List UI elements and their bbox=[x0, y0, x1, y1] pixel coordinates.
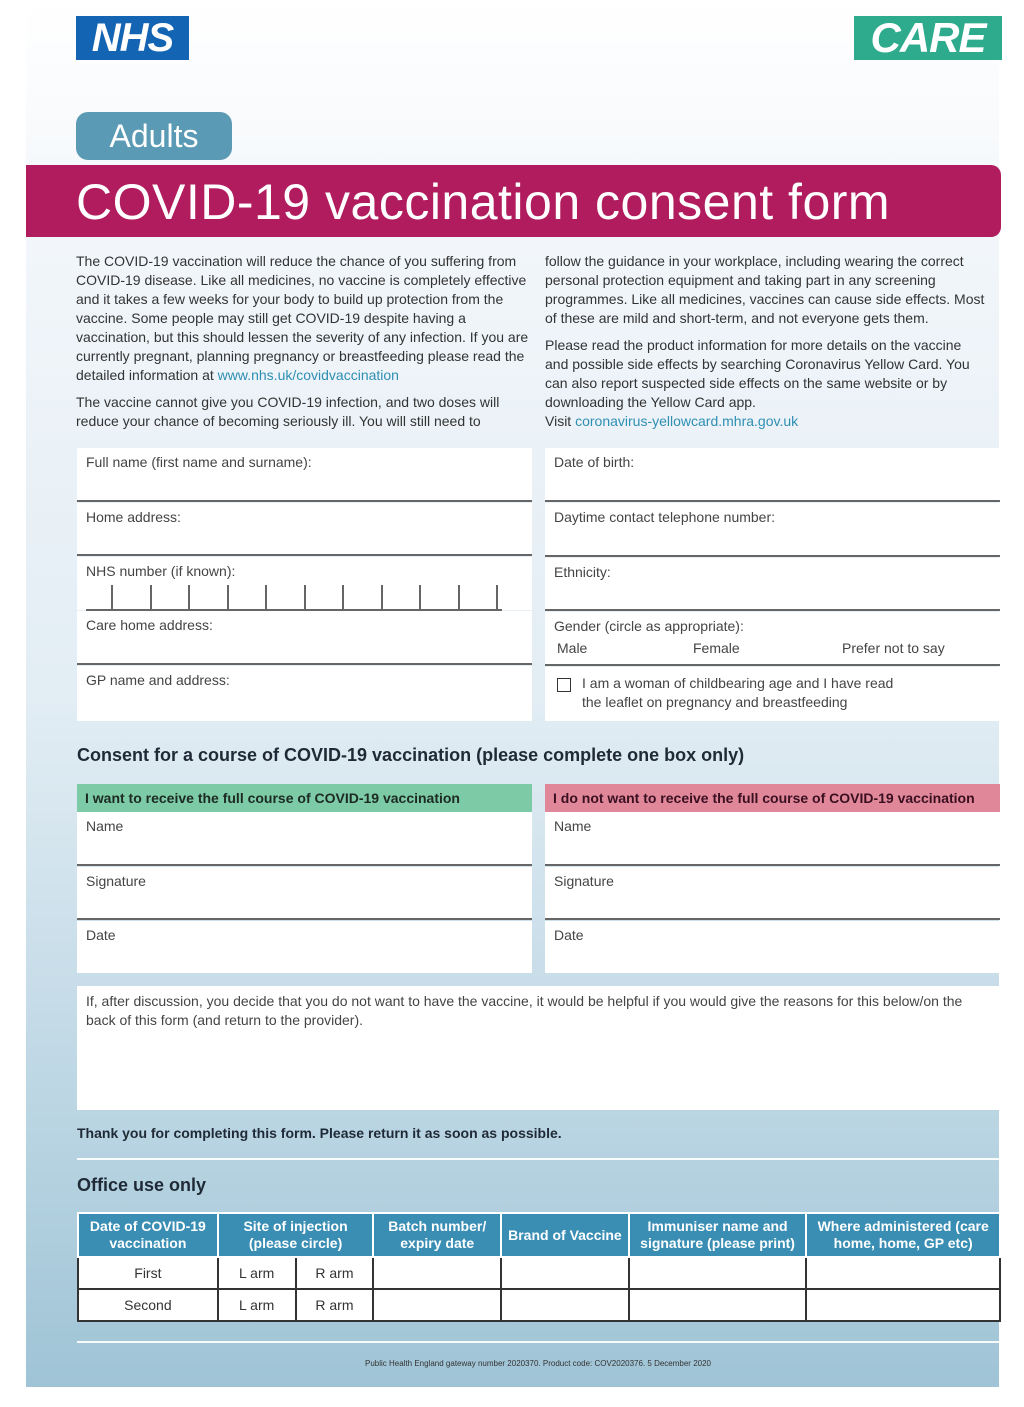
pregnancy-field bbox=[545, 667, 1000, 721]
pregnancy-checkbox[interactable] bbox=[557, 678, 571, 692]
gender-field bbox=[545, 612, 1000, 666]
field-label: NHS number (if known): bbox=[86, 563, 236, 579]
batch-cell[interactable] bbox=[373, 1257, 501, 1289]
field-label: GP name and address: bbox=[86, 672, 230, 688]
consent-heading: Consent for a course of COVID-19 vaccination (please complete one box only) bbox=[77, 745, 745, 765]
table-row bbox=[78, 1289, 1000, 1321]
divider bbox=[77, 1158, 1001, 1160]
immuniser-cell[interactable] bbox=[629, 1289, 807, 1321]
intro-text: The vaccine cannot give you COVID-19 infection, and two doses will reduce your chance of becoming seriously ill. You will still need to bbox=[76, 394, 500, 429]
header-where: Where administered (care home, home, GP etc) bbox=[806, 1213, 1000, 1257]
field-label: Care home address: bbox=[86, 617, 213, 633]
consent-no-header: I do not want to receive the full course of COVID-19 vaccination bbox=[545, 784, 1000, 812]
site-right-arm[interactable]: R arm bbox=[296, 1257, 374, 1289]
field-label: Daytime contact telephone number: bbox=[554, 509, 776, 525]
consent-yes-header: I want to receive the full course of COVID-19 vaccination bbox=[77, 784, 532, 812]
pregnancy-text: I am a woman of childbearing age and I have read bbox=[582, 675, 894, 691]
consent-yes-name-field[interactable] bbox=[77, 812, 532, 866]
intro-column-right bbox=[545, 252, 985, 439]
nhs-logo: NHS bbox=[76, 16, 189, 60]
gender-option-female[interactable]: Female bbox=[693, 640, 740, 656]
site-left-arm[interactable]: L arm bbox=[218, 1257, 296, 1289]
field-label: Name bbox=[554, 818, 592, 834]
consent-no-date-field[interactable] bbox=[545, 921, 1000, 973]
consent-no-name-field[interactable] bbox=[545, 812, 1000, 866]
intro-column-left bbox=[76, 252, 531, 439]
gender-option-prefer-not[interactable]: Prefer not to say bbox=[842, 640, 945, 656]
where-cell[interactable] bbox=[806, 1289, 1000, 1321]
full-name-field[interactable] bbox=[77, 448, 532, 502]
field-label: Date of birth: bbox=[554, 454, 635, 470]
header-site: Site of injection (please circle) bbox=[218, 1213, 374, 1257]
field-label: Full name (first name and surname): bbox=[86, 454, 312, 470]
header-brand: Brand of Vaccine bbox=[501, 1213, 629, 1257]
header-immuniser: Immuniser name and signature (please print) bbox=[629, 1213, 807, 1257]
field-label: Ethnicity: bbox=[554, 564, 611, 580]
yellowcard-link[interactable]: coronavirus-yellowcard.mhra.gov.uk bbox=[575, 413, 799, 429]
field-label: Home address: bbox=[86, 509, 181, 525]
nhs-number-boxes bbox=[86, 585, 502, 611]
office-table bbox=[77, 1212, 1001, 1322]
reasons-field[interactable] bbox=[77, 986, 1001, 1110]
office-header-row bbox=[78, 1213, 1000, 1257]
reasons-prompt: If, after discussion, you decide that you do not want to have the vaccine, it would be helpful if you would give the reasons for this below/on the back of this form (and return to the provider). bbox=[86, 993, 963, 1028]
thanks-text: Thank you for completing this form. Please return it as soon as possible. bbox=[77, 1125, 562, 1141]
home-address-field[interactable] bbox=[77, 503, 532, 556]
brand-cell[interactable] bbox=[501, 1257, 629, 1289]
intro-text: follow the guidance in your workplace, including wearing the correct personal protection equipment and taking part in any screening programmes. Like all medicines, vaccines can cause side effects. Most of these are mild and short-term, and not everyone gets them. bbox=[545, 253, 985, 326]
field-label: Signature bbox=[554, 873, 614, 889]
site-left-arm[interactable]: L arm bbox=[218, 1289, 296, 1321]
dose-label: First bbox=[78, 1257, 218, 1289]
header-date: Date of COVID-19 vaccination bbox=[78, 1213, 218, 1257]
intro-text: The COVID-19 vaccination will reduce the chance of you suffering from COVID-19 disease. Like all medicines, no vaccine is completely effective and it takes a few weeks for your body to build up protection from the vaccine. Some people may still get COVID-19 despite having a vaccination, but this should lessen the severity of any infection. If you are currently pregnant, planning pregnancy or breastfeeding please read the detailed information at bbox=[76, 253, 529, 383]
pregnancy-text: the leaflet on pregnancy and breastfeeding bbox=[582, 694, 848, 710]
page-title: COVID-19 vaccination consent form bbox=[26, 165, 1001, 237]
intro-text: Please read the product information for more details on the vaccine and possible side effects by searching Coronavirus Yellow Card. You can also report suspected side effects on the same website or by downloading the Yellow Card app. bbox=[545, 337, 970, 410]
field-label: Date bbox=[554, 927, 584, 943]
dose-label: Second bbox=[78, 1289, 218, 1321]
brand-cell[interactable] bbox=[501, 1289, 629, 1321]
nhs-covid-link[interactable]: www.nhs.uk/covidvaccination bbox=[217, 367, 399, 383]
consent-no-signature-field[interactable] bbox=[545, 867, 1000, 920]
office-heading: Office use only bbox=[77, 1175, 207, 1195]
care-logo: CARE bbox=[854, 16, 1002, 60]
gender-option-male[interactable]: Male bbox=[557, 640, 588, 656]
field-label: Gender (circle as appropriate): bbox=[554, 618, 744, 634]
batch-cell[interactable] bbox=[373, 1289, 501, 1321]
table-row bbox=[78, 1257, 1000, 1289]
field-label: Signature bbox=[86, 873, 146, 889]
where-cell[interactable] bbox=[806, 1257, 1000, 1289]
immuniser-cell[interactable] bbox=[629, 1257, 807, 1289]
visit-label: Visit bbox=[545, 413, 572, 429]
pregnancy-statement bbox=[582, 674, 893, 712]
field-label: Date bbox=[86, 927, 116, 943]
footer-text: Public Health England gateway number 2020370. Product code: COV2020376. 5 December 2020 bbox=[364, 1359, 711, 1368]
divider bbox=[77, 1341, 1001, 1343]
site-right-arm[interactable]: R arm bbox=[296, 1289, 374, 1321]
header-batch: Batch number/ expiry date bbox=[373, 1213, 501, 1257]
ethnicity-field[interactable] bbox=[545, 558, 1000, 611]
field-label: Name bbox=[86, 818, 124, 834]
adults-tag: Adults bbox=[76, 112, 232, 160]
date-of-birth-field[interactable] bbox=[545, 448, 1000, 502]
gp-field[interactable] bbox=[77, 666, 532, 721]
consent-yes-date-field[interactable] bbox=[77, 921, 532, 973]
consent-yes-signature-field[interactable] bbox=[77, 867, 532, 920]
form-page bbox=[26, 0, 999, 1387]
nhs-number-field[interactable] bbox=[77, 557, 532, 610]
phone-field[interactable] bbox=[545, 503, 1000, 557]
care-home-address-field[interactable] bbox=[77, 611, 532, 665]
